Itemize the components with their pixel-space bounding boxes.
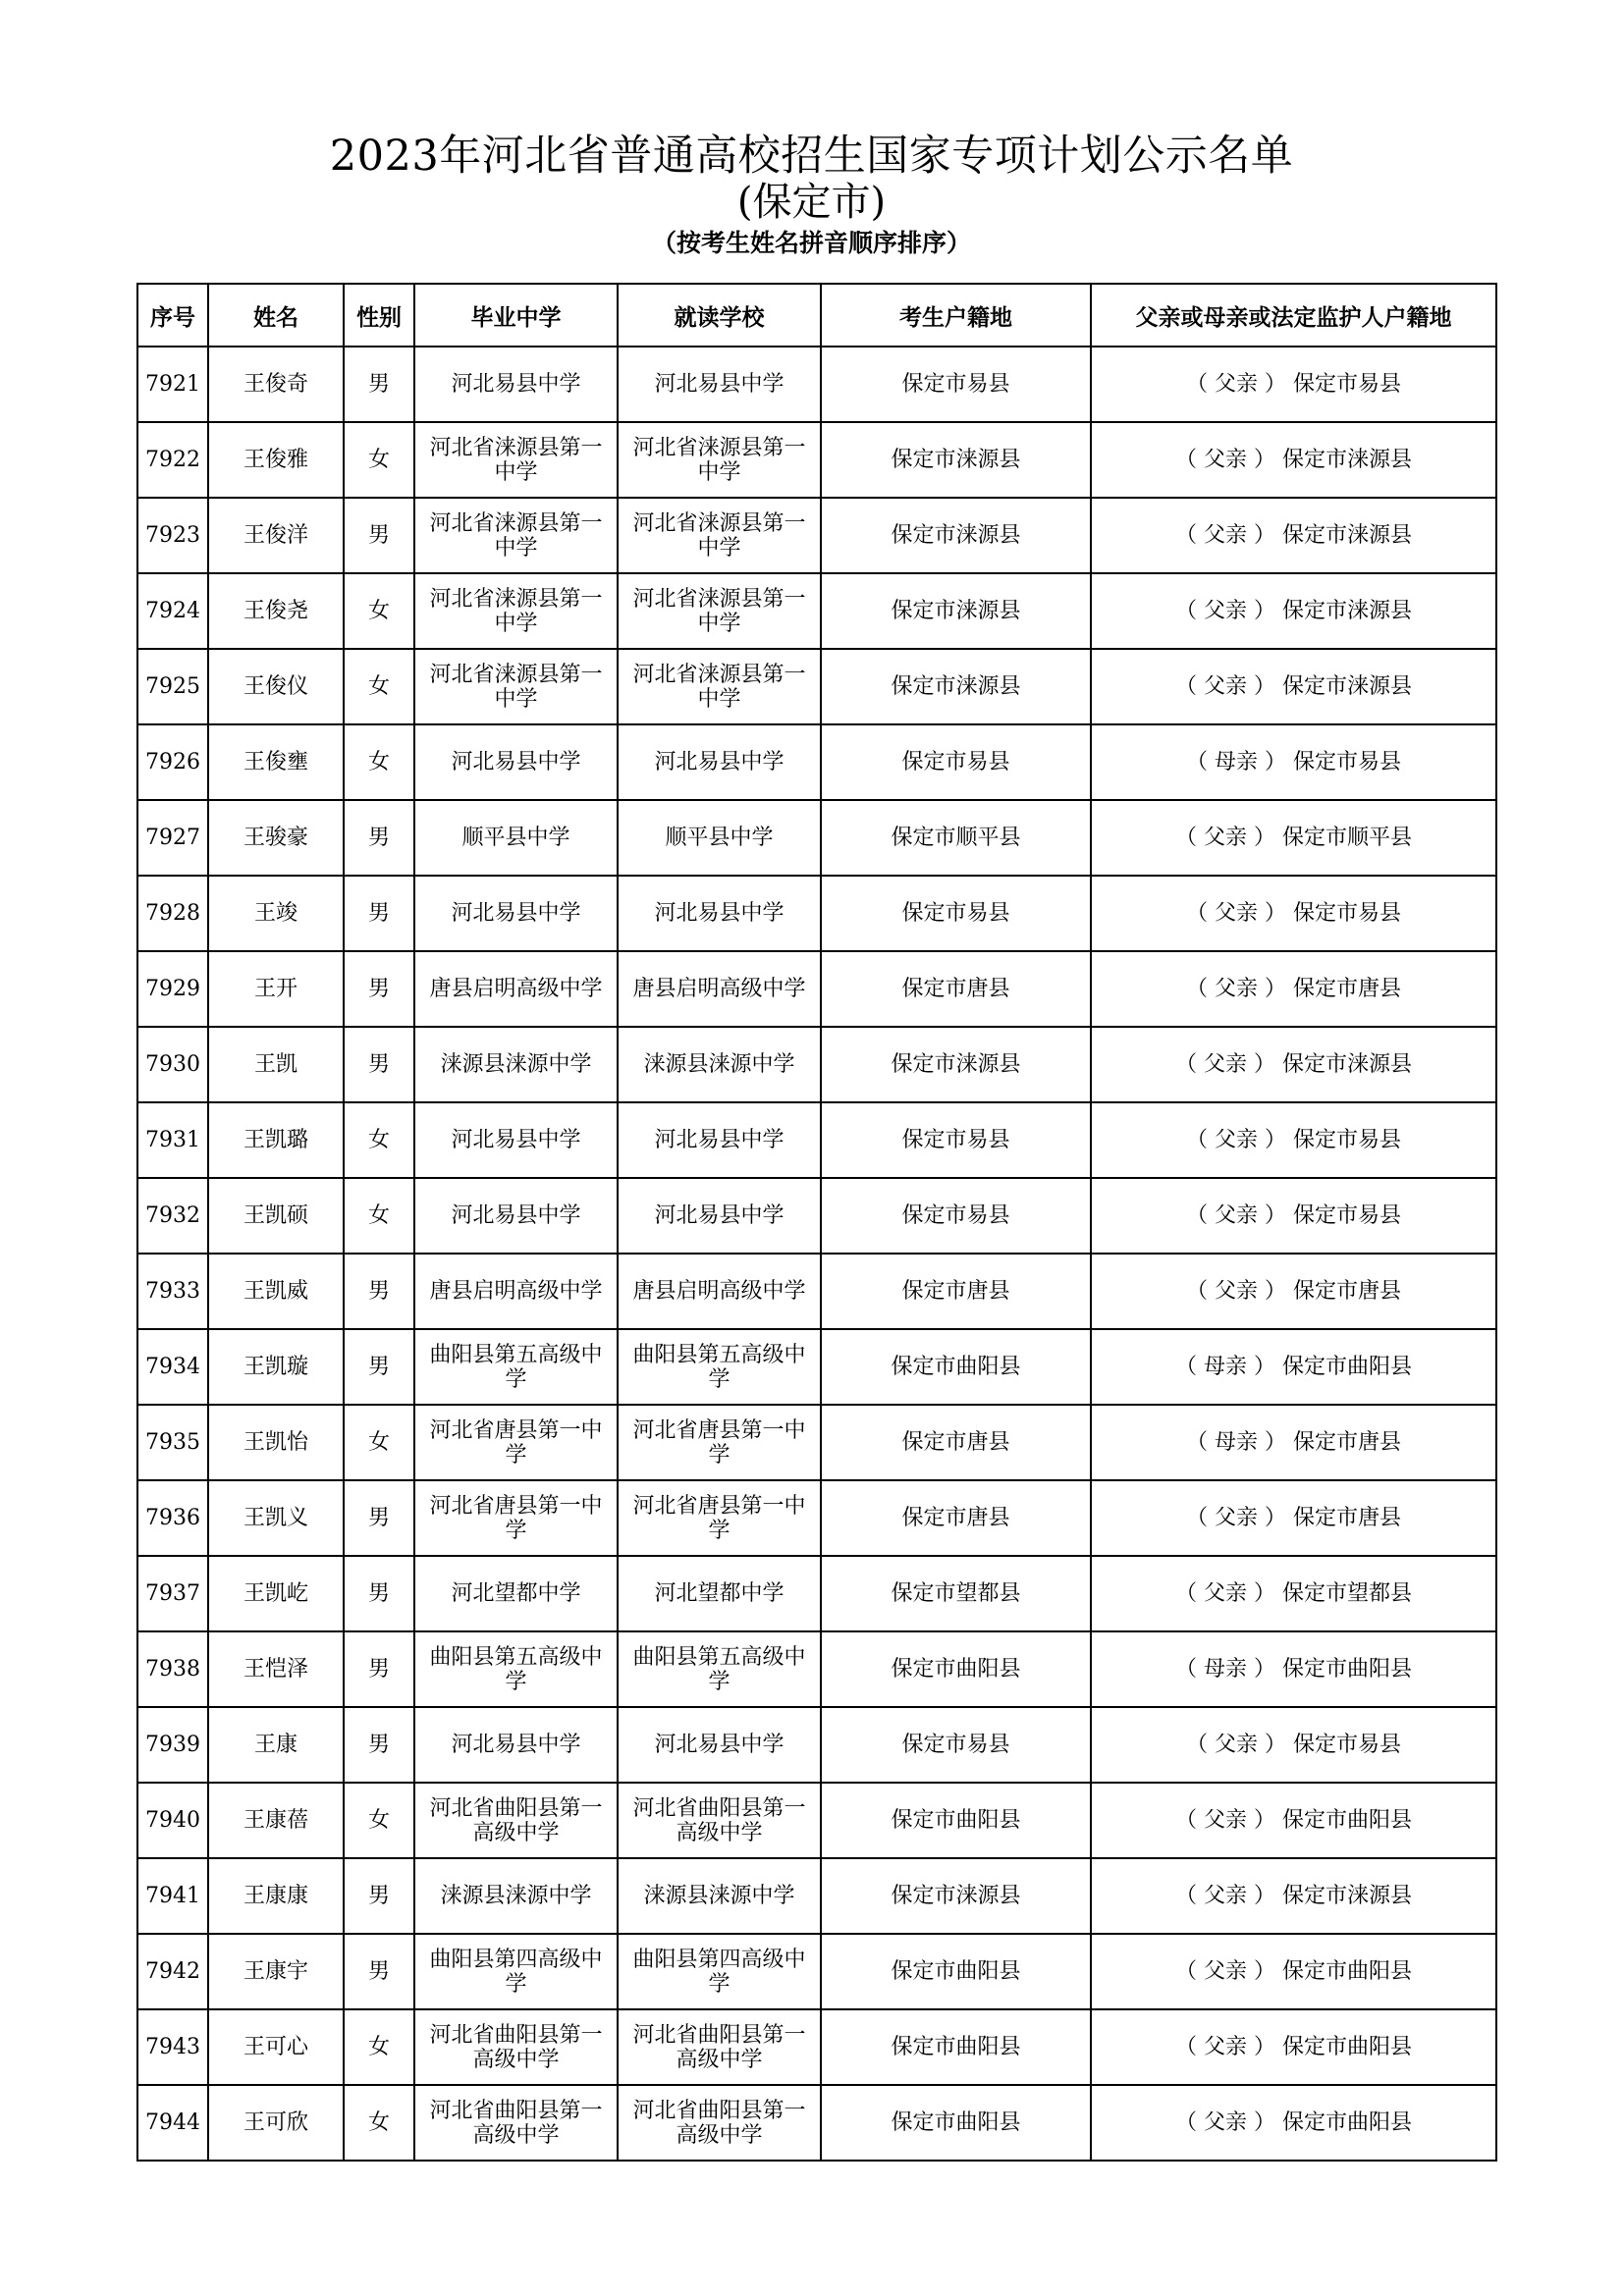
cell-name: 王凯屹 [208,1556,344,1631]
cell-sex: 女 [344,2009,414,2085]
cell-grad-school: 河北易县中学 [414,1178,618,1254]
cell-name: 王恺泽 [208,1631,344,1707]
cell-name: 王凯怡 [208,1405,344,1480]
cell-parent-registration: （ 父亲 ） 保定市易县 [1091,347,1496,422]
cell-grad-school: 河北省唐县第一中学 [414,1480,618,1556]
table-row [137,951,1496,1027]
cell-sex: 男 [344,1858,414,1934]
cell-registration: 保定市唐县 [821,1480,1091,1556]
cell-sex: 男 [344,1027,414,1102]
table-row [137,1329,1496,1405]
cell-current-school: 河北省唐县第一中学 [618,1405,821,1480]
cell-sex: 男 [344,1707,414,1783]
roster-table [136,283,1497,2162]
cell-sex: 男 [344,1329,414,1405]
cell-seq: 7934 [137,1329,208,1405]
cell-sex: 男 [344,951,414,1027]
cell-registration: 保定市曲阳县 [821,1783,1091,1858]
cell-seq: 7943 [137,2009,208,2085]
table-row [137,2085,1496,2161]
cell-seq: 7929 [137,951,208,1027]
cell-grad-school: 曲阳县第五高级中学 [414,1329,618,1405]
cell-name: 王凯义 [208,1480,344,1556]
cell-registration: 保定市曲阳县 [821,1329,1091,1405]
cell-registration: 保定市顺平县 [821,800,1091,876]
table-body [137,347,1496,2161]
cell-parent-registration: （ 父亲 ） 保定市易县 [1091,876,1496,951]
cell-current-school: 河北省涞源县第一中学 [618,573,821,649]
cell-sex: 女 [344,1178,414,1254]
cell-seq: 7928 [137,876,208,951]
cell-parent-registration: （ 父亲 ） 保定市涞源县 [1091,573,1496,649]
cell-grad-school: 河北省涞源县第一中学 [414,422,618,498]
column-header-name: 姓名 [208,284,344,347]
table-row [137,1556,1496,1631]
cell-name: 王开 [208,951,344,1027]
cell-grad-school: 曲阳县第四高级中学 [414,1934,618,2009]
cell-name: 王凯硕 [208,1178,344,1254]
sort-note: （按考生姓名拼音顺序排序） [651,229,971,257]
cell-name: 王俊洋 [208,498,344,573]
cell-current-school: 曲阳县第四高级中学 [618,1934,821,2009]
cell-name: 王可欣 [208,2085,344,2161]
table-row [137,1027,1496,1102]
cell-sex: 女 [344,1102,414,1178]
column-header-parent-registration: 父亲或母亲或法定监护人户籍地 [1091,284,1496,347]
column-header-registration: 考生户籍地 [821,284,1091,347]
cell-parent-registration: （ 母亲 ） 保定市曲阳县 [1091,1631,1496,1707]
cell-registration: 保定市望都县 [821,1556,1091,1631]
table-row [137,800,1496,876]
cell-current-school: 河北易县中学 [618,876,821,951]
cell-sex: 女 [344,1783,414,1858]
cell-seq: 7930 [137,1027,208,1102]
table-row [137,422,1496,498]
cell-current-school: 河北望都中学 [618,1556,821,1631]
cell-grad-school: 河北易县中学 [414,1707,618,1783]
cell-registration: 保定市易县 [821,724,1091,800]
cell-sex: 男 [344,800,414,876]
table-row [137,1631,1496,1707]
cell-grad-school: 河北省涞源县第一中学 [414,498,618,573]
cell-grad-school: 河北省曲阳县第一高级中学 [414,2009,618,2085]
table-row [137,1934,1496,2009]
cell-seq: 7925 [137,649,208,724]
cell-name: 王凯璇 [208,1329,344,1405]
cell-name: 王凯威 [208,1254,344,1329]
cell-grad-school: 河北省曲阳县第一高级中学 [414,2085,618,2161]
cell-parent-registration: （ 父亲 ） 保定市曲阳县 [1091,2085,1496,2161]
cell-parent-registration: （ 父亲 ） 保定市易县 [1091,1707,1496,1783]
cell-current-school: 涞源县涞源中学 [618,1027,821,1102]
table-row [137,498,1496,573]
cell-registration: 保定市曲阳县 [821,1934,1091,2009]
cell-current-school: 河北省曲阳县第一高级中学 [618,2085,821,2161]
cell-seq: 7935 [137,1405,208,1480]
cell-sex: 男 [344,876,414,951]
column-header-seq: 序号 [137,284,208,347]
cell-parent-registration: （ 父亲 ） 保定市涞源县 [1091,498,1496,573]
cell-seq: 7933 [137,1254,208,1329]
cell-grad-school: 河北易县中学 [414,347,618,422]
cell-grad-school: 河北易县中学 [414,876,618,951]
cell-parent-registration: （ 父亲 ） 保定市望都县 [1091,1556,1496,1631]
cell-seq: 7923 [137,498,208,573]
cell-registration: 保定市唐县 [821,1405,1091,1480]
cell-sex: 男 [344,1631,414,1707]
cell-grad-school: 涞源县涞源中学 [414,1027,618,1102]
cell-sex: 男 [344,1934,414,2009]
cell-grad-school: 唐县启明高级中学 [414,951,618,1027]
cell-parent-registration: （ 母亲 ） 保定市唐县 [1091,1405,1496,1480]
cell-seq: 7924 [137,573,208,649]
table-row [137,1102,1496,1178]
cell-registration: 保定市易县 [821,1102,1091,1178]
cell-seq: 7944 [137,2085,208,2161]
cell-seq: 7921 [137,347,208,422]
cell-parent-registration: （ 父亲 ） 保定市涞源县 [1091,649,1496,724]
cell-registration: 保定市曲阳县 [821,2009,1091,2085]
table-row [137,347,1496,422]
cell-current-school: 唐县启明高级中学 [618,951,821,1027]
cell-registration: 保定市唐县 [821,1254,1091,1329]
cell-seq: 7939 [137,1707,208,1783]
cell-registration: 保定市涞源县 [821,1858,1091,1934]
cell-name: 王康 [208,1707,344,1783]
cell-current-school: 唐县启明高级中学 [618,1254,821,1329]
cell-sex: 女 [344,1405,414,1480]
cell-current-school: 河北易县中学 [618,1707,821,1783]
cell-grad-school: 涞源县涞源中学 [414,1858,618,1934]
page-title: 2023年河北省普通高校招生国家专项计划公示名单 [329,132,1294,181]
cell-grad-school: 河北望都中学 [414,1556,618,1631]
cell-seq: 7932 [137,1178,208,1254]
cell-current-school: 河北省涞源县第一中学 [618,649,821,724]
cell-registration: 保定市涞源县 [821,573,1091,649]
cell-parent-registration: （ 父亲 ） 保定市易县 [1091,1102,1496,1178]
cell-sex: 女 [344,2085,414,2161]
cell-name: 王凯璐 [208,1102,344,1178]
cell-registration: 保定市涞源县 [821,498,1091,573]
cell-name: 王骏豪 [208,800,344,876]
cell-parent-registration: （ 父亲 ） 保定市易县 [1091,1178,1496,1254]
column-header-current-school: 就读学校 [618,284,821,347]
cell-name: 王俊奇 [208,347,344,422]
cell-parent-registration: （ 父亲 ） 保定市唐县 [1091,1254,1496,1329]
table-row [137,1783,1496,1858]
cell-sex: 男 [344,347,414,422]
cell-name: 王康康 [208,1858,344,1934]
cell-current-school: 曲阳县第五高级中学 [618,1329,821,1405]
cell-grad-school: 曲阳县第五高级中学 [414,1631,618,1707]
cell-grad-school: 河北省涞源县第一中学 [414,573,618,649]
page-subtitle: (保定市) [736,180,887,225]
cell-grad-school: 河北省唐县第一中学 [414,1405,618,1480]
table-row [137,1178,1496,1254]
cell-sex: 男 [344,1480,414,1556]
cell-registration: 保定市曲阳县 [821,1631,1091,1707]
table-header-row [137,284,1496,347]
cell-parent-registration: （ 父亲 ） 保定市曲阳县 [1091,2009,1496,2085]
cell-seq: 7942 [137,1934,208,2009]
cell-parent-registration: （ 母亲 ） 保定市曲阳县 [1091,1329,1496,1405]
cell-current-school: 河北省唐县第一中学 [618,1480,821,1556]
cell-parent-registration: （ 母亲 ） 保定市易县 [1091,724,1496,800]
cell-registration: 保定市涞源县 [821,649,1091,724]
cell-registration: 保定市易县 [821,876,1091,951]
cell-name: 王俊尧 [208,573,344,649]
cell-seq: 7927 [137,800,208,876]
cell-name: 王俊仪 [208,649,344,724]
cell-seq: 7937 [137,1556,208,1631]
cell-registration: 保定市易县 [821,1707,1091,1783]
table-row [137,876,1496,951]
cell-registration: 保定市易县 [821,347,1091,422]
cell-current-school: 涞源县涞源中学 [618,1858,821,1934]
table-row [137,1707,1496,1783]
cell-name: 王俊雅 [208,422,344,498]
cell-sex: 女 [344,573,414,649]
table-row [137,649,1496,724]
cell-seq: 7938 [137,1631,208,1707]
cell-parent-registration: （ 父亲 ） 保定市曲阳县 [1091,1934,1496,2009]
cell-name: 王竣 [208,876,344,951]
table-row [137,1480,1496,1556]
column-header-grad-school: 毕业中学 [414,284,618,347]
cell-current-school: 河北省曲阳县第一高级中学 [618,1783,821,1858]
cell-registration: 保定市曲阳县 [821,2085,1091,2161]
cell-grad-school: 河北易县中学 [414,1102,618,1178]
cell-current-school: 河北易县中学 [618,1178,821,1254]
table-row [137,573,1496,649]
table-row [137,724,1496,800]
cell-current-school: 河北易县中学 [618,724,821,800]
cell-grad-school: 河北省涞源县第一中学 [414,649,618,724]
cell-current-school: 曲阳县第五高级中学 [618,1631,821,1707]
cell-seq: 7941 [137,1858,208,1934]
cell-seq: 7936 [137,1480,208,1556]
cell-parent-registration: （ 父亲 ） 保定市涞源县 [1091,1858,1496,1934]
cell-parent-registration: （ 父亲 ） 保定市曲阳县 [1091,1783,1496,1858]
cell-registration: 保定市易县 [821,1178,1091,1254]
table-row [137,1405,1496,1480]
cell-current-school: 河北省曲阳县第一高级中学 [618,2009,821,2085]
cell-grad-school: 顺平县中学 [414,800,618,876]
cell-current-school: 河北省涞源县第一中学 [618,422,821,498]
cell-current-school: 河北易县中学 [618,1102,821,1178]
cell-grad-school: 唐县启明高级中学 [414,1254,618,1329]
cell-seq: 7940 [137,1783,208,1858]
cell-parent-registration: （ 父亲 ） 保定市涞源县 [1091,422,1496,498]
cell-name: 王康蓓 [208,1783,344,1858]
cell-name: 王可心 [208,2009,344,2085]
cell-sex: 男 [344,1254,414,1329]
cell-registration: 保定市涞源县 [821,422,1091,498]
cell-parent-registration: （ 父亲 ） 保定市唐县 [1091,1480,1496,1556]
cell-seq: 7931 [137,1102,208,1178]
cell-grad-school: 河北易县中学 [414,724,618,800]
cell-sex: 女 [344,422,414,498]
cell-seq: 7926 [137,724,208,800]
cell-current-school: 顺平县中学 [618,800,821,876]
cell-current-school: 河北省涞源县第一中学 [618,498,821,573]
cell-name: 王凯 [208,1027,344,1102]
cell-parent-registration: （ 父亲 ） 保定市涞源县 [1091,1027,1496,1102]
table-row [137,1858,1496,1934]
cell-registration: 保定市涞源县 [821,1027,1091,1102]
cell-sex: 男 [344,498,414,573]
cell-registration: 保定市唐县 [821,951,1091,1027]
cell-name: 王俊壅 [208,724,344,800]
cell-parent-registration: （ 父亲 ） 保定市唐县 [1091,951,1496,1027]
cell-name: 王康宇 [208,1934,344,2009]
cell-current-school: 河北易县中学 [618,347,821,422]
cell-sex: 男 [344,1556,414,1631]
cell-seq: 7922 [137,422,208,498]
table-row [137,2009,1496,2085]
cell-grad-school: 河北省曲阳县第一高级中学 [414,1783,618,1858]
cell-sex: 女 [344,724,414,800]
column-header-sex: 性别 [344,284,414,347]
table-row [137,1254,1496,1329]
cell-parent-registration: （ 父亲 ） 保定市顺平县 [1091,800,1496,876]
cell-sex: 女 [344,649,414,724]
